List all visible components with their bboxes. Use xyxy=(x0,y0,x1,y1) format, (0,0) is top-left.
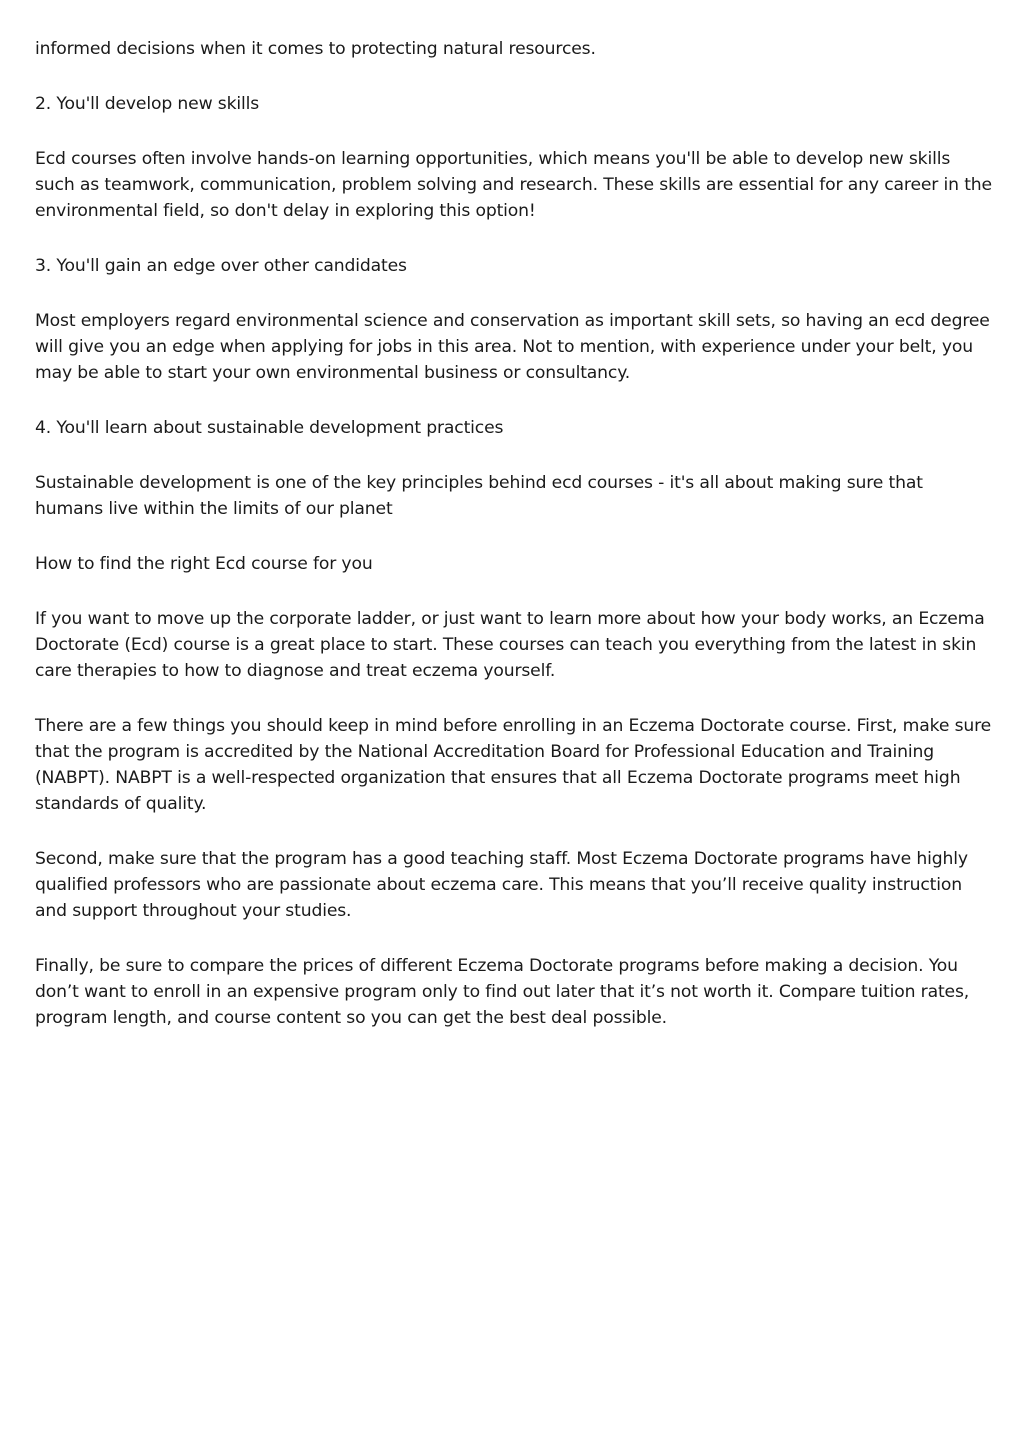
heading-develop-new-skills: 2. You'll develop new skills xyxy=(35,94,260,114)
paragraph-new-skills: Ecd courses often involve hands-on learning opportunities, which means you'll be able to develop new skills such as teamwork, communication, problem solving and research. These skills are essential for any career in the environmental field, so don't delay in exploring this option! xyxy=(35,149,992,221)
document-body xyxy=(35,36,993,1060)
paragraph-intro-continuation: informed decisions when it comes to protecting natural resources. xyxy=(35,39,596,59)
paragraph-gain-an-edge: Most employers regard environmental science and conservation as important skill sets, so having an ecd degree will give you an edge when applying for jobs in this area. Not to mention, with experience under your belt, you may be able to start your own environmental business or consultancy. xyxy=(35,311,990,383)
paragraph-compare-prices: Finally, be sure to compare the prices of different Eczema Doctorate programs before making a decision. You don’t want to enroll in an expensive program only to find out later that it’s not worth it. Compare tuition rates, program length, and course content so you can get the best deal possible. xyxy=(35,956,970,1028)
heading-gain-an-edge: 3. You'll gain an edge over other candidates xyxy=(35,256,407,276)
heading-find-right-course: How to find the right Ecd course for you xyxy=(35,554,373,574)
heading-sustainable-development: 4. You'll learn about sustainable development practices xyxy=(35,418,504,438)
paragraph-teaching-staff: Second, make sure that the program has a good teaching staff. Most Eczema Doctorate programs have highly qualified professors who are passionate about eczema care. This means that you’ll receive quality instruction and support throughout your studies. xyxy=(35,849,968,921)
paragraph-corporate-ladder: If you want to move up the corporate ladder, or just want to learn more about how your body works, an Eczema Doctorate (Ecd) course is a great place to start. These courses can teach you everything from the latest in skin care therapies to how to diagnose and treat eczema yourself. xyxy=(35,609,985,681)
paragraph-sustainable-development: Sustainable development is one of the key principles behind ecd courses - it's all about making sure that humans live within the limits of our planet xyxy=(35,473,923,519)
paragraph-accreditation: There are a few things you should keep in mind before enrolling in an Eczema Doctorate course. First, make sure that the program is accredited by the National Accreditation Board for Professional Education and Training (NABPT). NABPT is a well-respected organization that ensures that all Eczema Doctorate programs meet high standards of quality. xyxy=(35,716,992,814)
